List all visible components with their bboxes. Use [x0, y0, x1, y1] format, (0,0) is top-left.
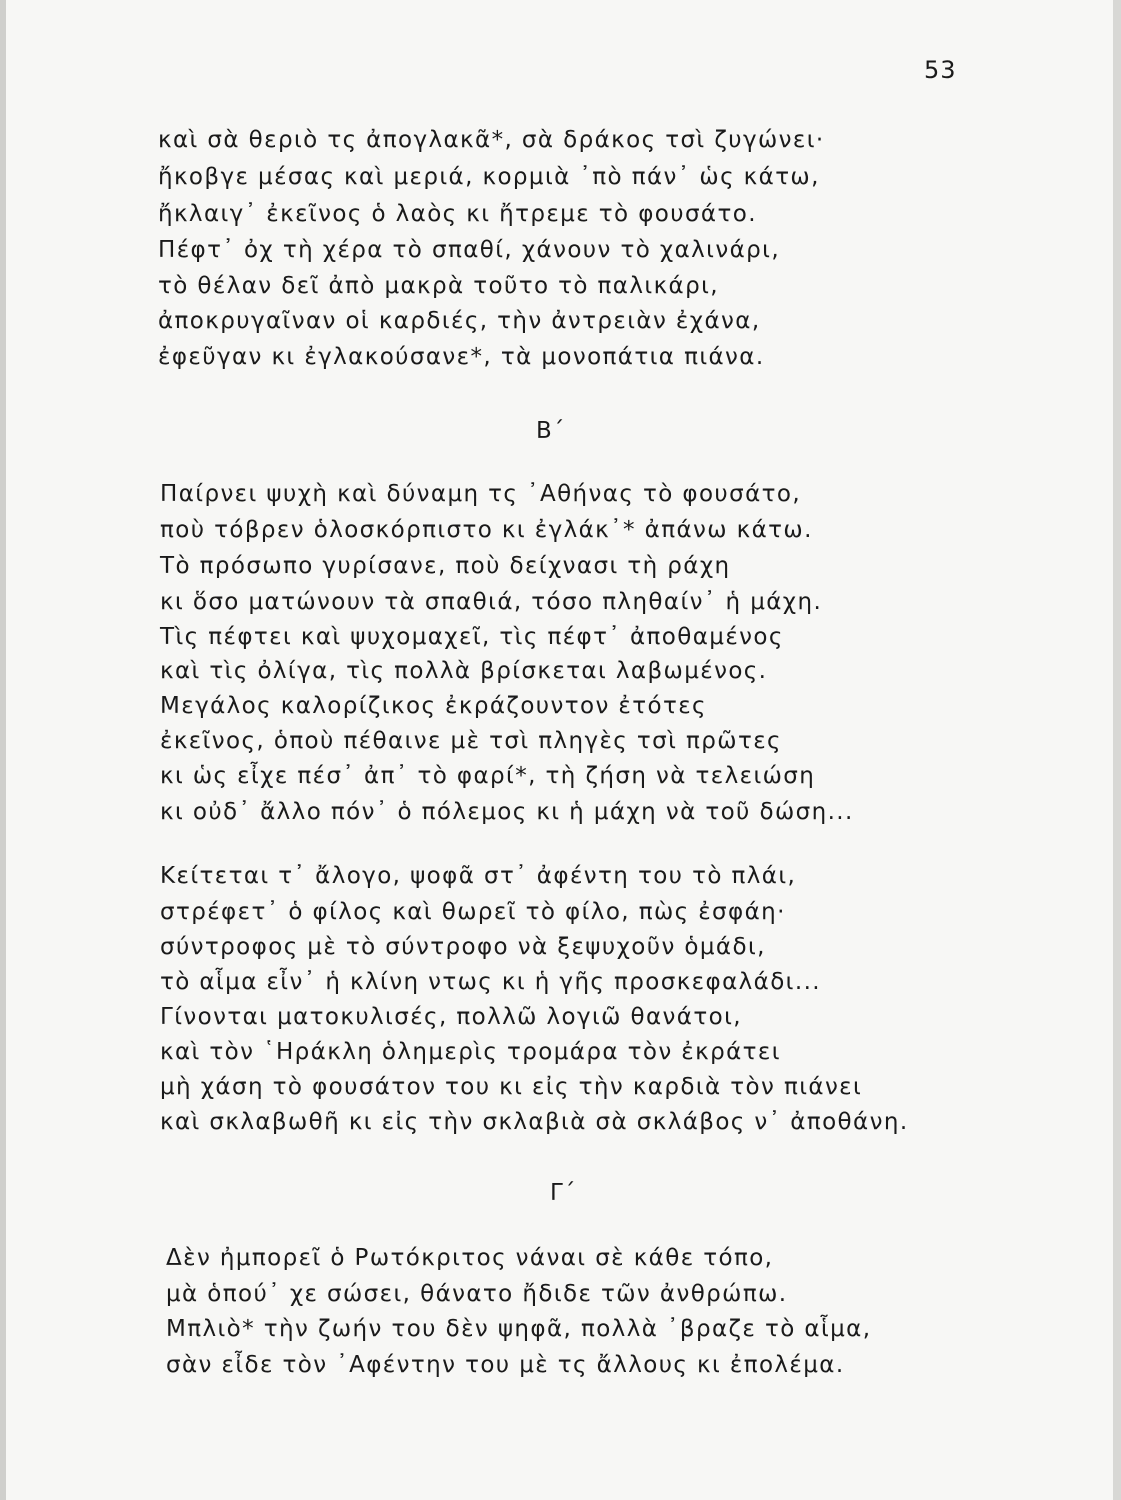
verse-line: κι ὅσο ματώνουν τὰ σπαθιά, τόσο πληθαίν᾿ ἡ μάχη. [160, 589, 823, 615]
section-heading-g: Γ΄ [550, 1180, 577, 1206]
verse-line: καὶ τὶς ὀλίγα, τὶς πολλὰ βρίσκεται λαβωμένος. [160, 658, 768, 684]
verse-line: ἀποκρυγαῖναν οἱ καρδιές, τὴν ἀντρειὰν ἐχάνα, [158, 308, 761, 334]
verse-line: ἤκλαιγ᾿ ἐκεῖνος ὁ λαὸς κι ἤτρεμε τὸ φουσάτο. [158, 201, 757, 227]
verse-line: τὸ θέλαν δεῖ ἀπὸ μακρὰ τοῦτο τὸ παλικάρι, [158, 273, 719, 299]
verse-line: καὶ τὸν ῾Ηράκλη ὁλημερὶς τρομάρα τὸν ἐκράτει [160, 1039, 781, 1065]
page-left-edge [0, 0, 6, 1500]
verse-line: κι οὐδ᾿ ἄλλο πόν᾿ ὁ πόλεμος κι ἡ μάχη νὰ τοῦ δώση... [160, 799, 854, 825]
verse-line: κι ὡς εἶχε πέσ᾿ ἀπ᾿ τὸ φαρί*, τὴ ζήση νὰ τελειώση [160, 763, 816, 789]
verse-line: σὰν εἶδε τὸν ᾿Αφέντην του μὲ τς ἄλλους κι ἐπολέμα. [166, 1352, 845, 1378]
verse-line: μὴ χάση τὸ φουσάτον του κι εἰς τὴν καρδιὰ τὸν πιάνει [160, 1074, 863, 1100]
page-number: 53 [924, 56, 957, 84]
verse-line: Γίνονται ματοκυλισές, πολλῶ λογιῶ θανάτοι, [160, 1004, 742, 1030]
verse-line: ἐκεῖνος, ὁποὺ πέθαινε μὲ τσὶ πληγὲς τσὶ πρῶτες [160, 728, 782, 754]
verse-line: Τὸ πρόσωπο γυρίσανε, ποὺ δείχνασι τὴ ράχη [160, 553, 731, 579]
verse-line: Μεγάλος καλορίζικος ἐκράζουντον ἐτότες [160, 693, 707, 719]
verse-line: Παίρνει ψυχὴ καὶ δύναμη τς ᾿Αθήνας τὸ φουσάτο, [160, 481, 802, 507]
verse-line: Δὲν ἠμπορεῖ ὁ Ρωτόκριτος νάναι σὲ κάθε τόπο, [166, 1245, 774, 1271]
verse-line: ἤκοβγε μέσας καὶ μεριά, κορμιὰ ᾿πὸ πάν᾿ ὡς κάτω, [158, 164, 820, 190]
verse-line: καὶ σκλαβωθῆ κι εἰς τὴν σκλαβιὰ σὰ σκλάβος ν᾿ ἀποθάνη. [160, 1109, 909, 1135]
page-right-edge [1113, 0, 1121, 1500]
verse-line: καὶ σὰ θεριὸ τς ἀπογλακᾶ*, σὰ δράκος τσὶ ζυγώνει· [158, 127, 825, 153]
verse-line: Κείτεται τ᾿ ἄλογο, ψοφᾶ στ᾿ ἀφέντη του τὸ πλάι, [160, 863, 797, 889]
section-heading-b: Β΄ [536, 418, 566, 444]
verse-line: Μπλιὸ* τὴν ζωήν του δὲν ψηφᾶ, πολλὰ ᾿βραζε τὸ αἷμα, [166, 1316, 872, 1342]
verse-line: Πέφτ᾿ ὀχ τὴ χέρα τὸ σπαθί, χάνουν τὸ χαλινάρι, [158, 237, 781, 263]
verse-line: τὸ αἷμα εἶν᾿ ἡ κλίνη ντως κι ἡ γῆς προσκεφαλάδι... [160, 969, 822, 995]
verse-line: σύντροφος μὲ τὸ σύντροφο νὰ ξεψυχοῦν ὁμάδι, [160, 934, 766, 960]
verse-line: ποὺ τόβρεν ὁλοσκόρπιστο κι ἐγλάκ᾿* ἀπάνω κάτω. [160, 517, 813, 543]
verse-line: μὰ ὁπού᾿ χε σώσει, θάνατο ἤδιδε τῶν ἀνθρώπω. [166, 1281, 788, 1307]
verse-line: ἐφεῦγαν κι ἐγλακούσανε*, τὰ μονοπάτια πιάνα. [158, 344, 765, 370]
verse-line: Τὶς πέφτει καὶ ψυχομαχεῖ, τὶς πέφτ᾿ ἀποθαμένος [160, 624, 784, 650]
verse-line: στρέφετ᾿ ὁ φίλος καὶ θωρεῖ τὸ φίλο, πὼς ἐσφάη· [160, 899, 786, 925]
